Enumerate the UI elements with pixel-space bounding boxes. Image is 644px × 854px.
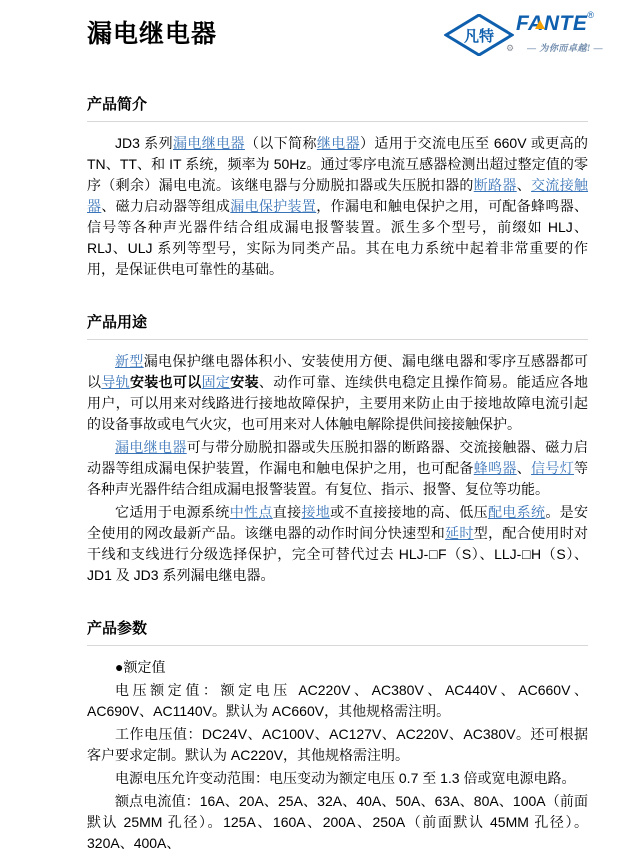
body-text: 、动作可靠、连续供电稳定且操作简易。能适应各地用户，可以用来对线路进行接地故障保护，主要用来防止由于接地故障电流引起的设备事故或电气火灾，也可用来对人体触电解除提供间接接触保护。 bbox=[87, 374, 589, 432]
bold-text: 安装也可以 bbox=[129, 374, 202, 390]
body-text: 电压额定值：额定电压 AC220V、AC380V、AC440V、AC660V、AC690V、AC1140V。默认为 AC660V，其他规格需注明。 bbox=[87, 682, 588, 719]
body-text: 漏电保护继电器体积小、安装使用方便、漏电继电器和零序互感器都可以 bbox=[87, 353, 588, 390]
doc-section-3 bbox=[87, 620, 588, 854]
brand-slogan-row bbox=[506, 38, 632, 56]
doc-section-1 bbox=[87, 96, 588, 280]
body-text: 额点电流值：16A、20A、25A、32A、40A、50A、63A、80A、100A（前面默认 25MM 孔径）。125A、160A、200A、250A（前面默认 45MM 孔径）。320A、400A、 bbox=[87, 793, 588, 851]
section-paragraphs bbox=[87, 351, 588, 586]
body-text: 工作电压值：DC24V、AC100V、AC127V、AC220V、AC380V。还可根据客户要求定制。默认为 AC220V，其他规格需注明。 bbox=[87, 726, 588, 763]
registered-trademark-icon: ® bbox=[587, 10, 594, 20]
brand-name-text: FANTE bbox=[516, 12, 588, 35]
body-text: ●额定值 bbox=[115, 659, 166, 675]
body-text: 或不直接接地的高、低压 bbox=[330, 504, 488, 520]
doc-section-2 bbox=[87, 314, 588, 586]
paragraph bbox=[87, 657, 588, 678]
brand-wordmark-block bbox=[506, 10, 632, 56]
brand-wordmark bbox=[516, 12, 632, 36]
inline-link[interactable]: 继电器 bbox=[316, 135, 361, 151]
diamond-mark-icon bbox=[444, 14, 514, 56]
inline-link[interactable]: 固定 bbox=[201, 374, 231, 390]
inline-link[interactable]: 延时 bbox=[445, 525, 474, 541]
inline-link[interactable]: 漏电继电器 bbox=[172, 135, 245, 151]
body-text: 、 bbox=[516, 460, 532, 476]
paragraph bbox=[87, 724, 588, 766]
brand-logo bbox=[444, 8, 632, 60]
inline-link[interactable]: 配电系统 bbox=[487, 504, 546, 520]
bold-text: 安装 bbox=[230, 374, 259, 390]
paragraph bbox=[87, 437, 588, 500]
section-heading: 产品参数 bbox=[87, 620, 148, 637]
inline-link[interactable]: 新型 bbox=[115, 353, 144, 369]
section-paragraphs bbox=[87, 657, 588, 854]
body-text: ，作漏电和触电保护之用，可配备蜂鸣器、信号等各种声光器件结合组成漏电报警装置。派生多个型号，前缀如 HLJ、RLJ、ULJ 系列等型号，实际为同类产品。其在电力系统中起着非常重要的作用，是保证供电可靠性的基础。 bbox=[87, 198, 589, 277]
body-text: 等各种声光器件结合组成漏电报警装置。有复位、指示、报警、复位等功能。 bbox=[87, 460, 589, 497]
page-title: 漏电继电器 bbox=[87, 20, 218, 48]
inline-link[interactable]: 漏电继电器 bbox=[115, 439, 187, 455]
inline-link[interactable]: 漏电保护装置 bbox=[230, 198, 317, 214]
svg-text:凡特: 凡特 bbox=[463, 28, 495, 45]
brand-slogan-text: — 为你而卓越! — bbox=[527, 43, 604, 53]
inline-link[interactable]: 蜂鸣器 bbox=[473, 460, 517, 476]
paragraph bbox=[87, 791, 588, 854]
section-divider bbox=[87, 645, 588, 646]
document-sections bbox=[0, 96, 644, 854]
paragraph bbox=[87, 502, 588, 586]
paragraph bbox=[87, 133, 588, 280]
paragraph bbox=[87, 351, 588, 435]
inline-link[interactable]: 中性点 bbox=[229, 504, 273, 520]
section-paragraphs bbox=[87, 133, 588, 280]
section-heading: 产品用途 bbox=[87, 314, 148, 331]
page-header bbox=[0, 0, 644, 62]
inline-link[interactable]: 接地 bbox=[301, 504, 331, 520]
section-divider bbox=[87, 121, 588, 122]
body-text: 它适用于电源系统 bbox=[115, 504, 230, 520]
body-text: 电源电压允许变动范围：电压变动为额定电压 0.7 至 1.3 倍或宽电源电路。 bbox=[115, 770, 576, 786]
body-text: 直接 bbox=[272, 504, 302, 520]
body-text: 型，配合使用时对干线和支线进行分级选择保护，完全可替代过去 HLJ-□F（S）、LLJ-□H（S）、JD1 及 JD3 系列漏电继电器。 bbox=[87, 525, 589, 583]
inline-link[interactable]: 交流接触器 bbox=[87, 177, 589, 214]
paragraph bbox=[87, 680, 588, 722]
gear-icon: ⚙ bbox=[506, 43, 515, 53]
body-text: （以下简称 bbox=[244, 135, 317, 151]
section-heading: 产品简介 bbox=[87, 96, 148, 113]
paragraph bbox=[87, 768, 588, 789]
body-text: ）适用于交流电压至 660V 或更高的 TN、TT、和 IT 系统，频率为 50Hz。通过零序电流互感器检测出超过整定值的零序（剩余）漏电电流。该继电器与分励脱扣器或失压脱扣器的 bbox=[87, 135, 588, 193]
inline-link[interactable]: 导轨 bbox=[101, 374, 130, 390]
body-text: JD3 系列 bbox=[115, 135, 173, 151]
body-text: 可与带分励脱扣器或失压脱扣器的断路器、交流接触器、磁力启动器等组成漏电保护装置，作漏电和触电保护之用，也可配备 bbox=[87, 439, 588, 476]
body-text: 、磁力启动器等组成 bbox=[101, 198, 231, 214]
inline-link[interactable]: 信号灯 bbox=[531, 460, 575, 476]
inline-link[interactable]: 断路器 bbox=[473, 177, 517, 193]
body-text: 。是安全使用的网改最新产品。该继电器的动作时间分快速型和 bbox=[87, 504, 588, 541]
body-text: 、 bbox=[516, 177, 532, 193]
section-divider bbox=[87, 339, 588, 340]
orange-triangle-icon bbox=[535, 20, 545, 29]
